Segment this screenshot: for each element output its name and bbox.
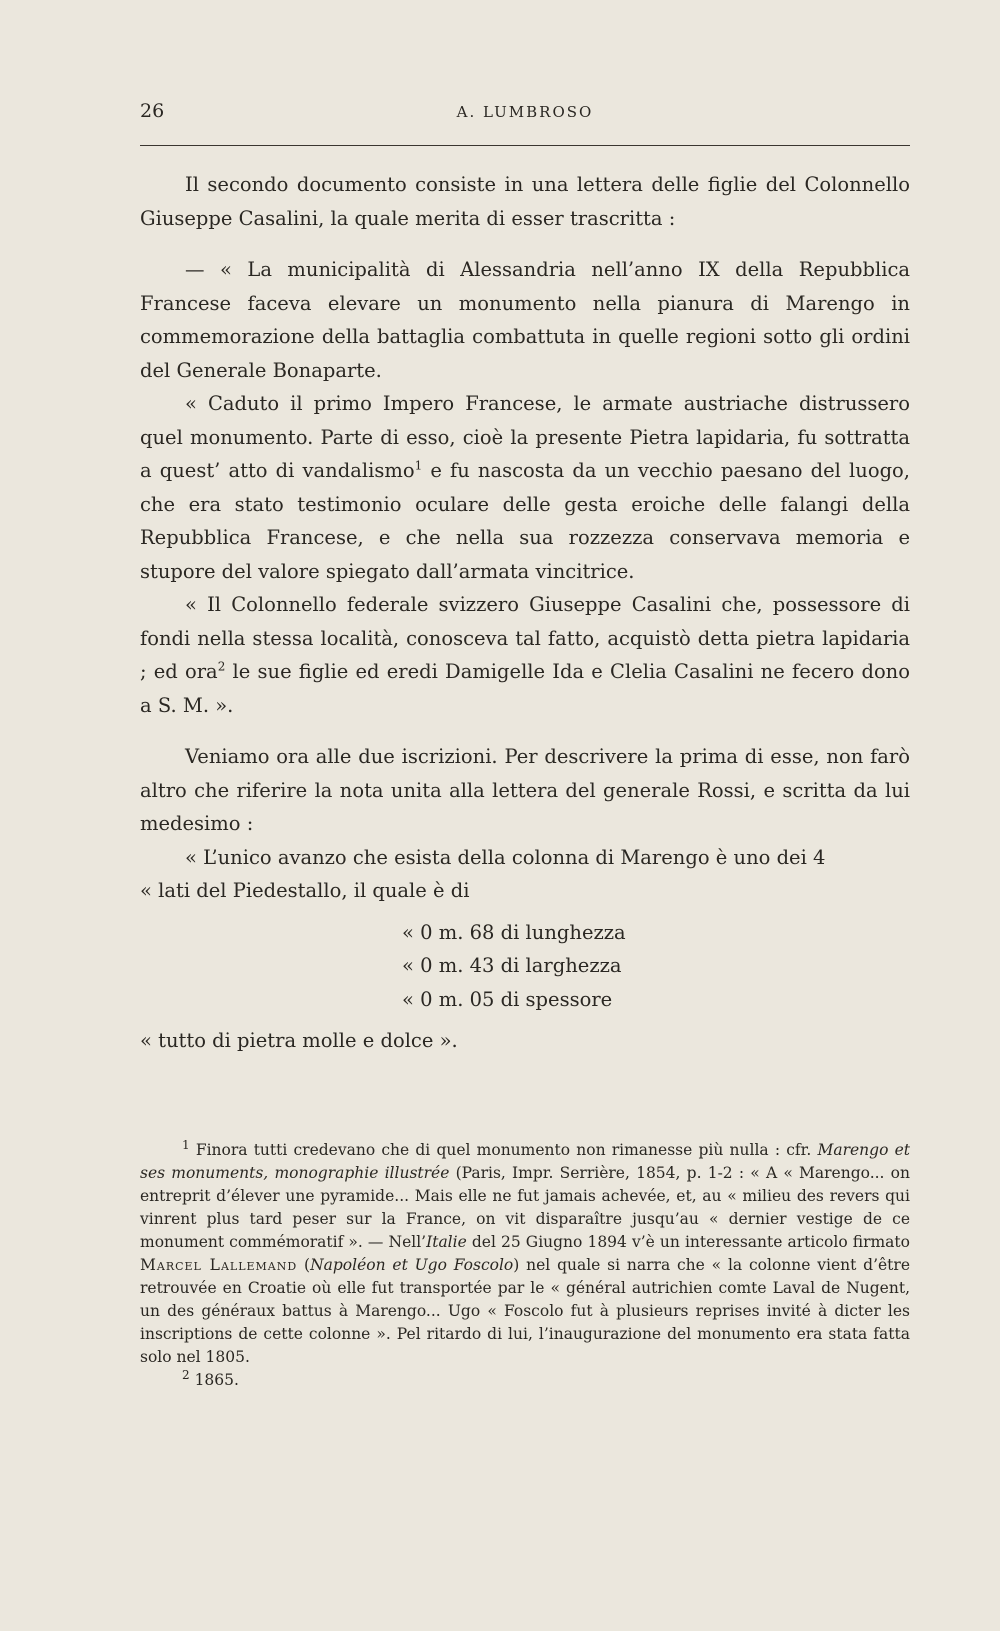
quote-gap bbox=[140, 1016, 910, 1024]
footnote-2 bbox=[140, 1369, 910, 1392]
dimension-thickness: « 0 m. 05 di spessore bbox=[402, 987, 613, 1011]
dimensions-list bbox=[140, 916, 910, 1017]
footnote-2-text: 1865. bbox=[189, 1371, 239, 1389]
footnote-1-text-a: Finora tutti credevano che di quel monumento non rimanesse più nulla : cfr. bbox=[195, 1141, 818, 1159]
footnote-1-text-b: (Paris, Impr. Serrière, 1854, p. 1-2 : « A « Marengo... on entreprit d’élever une pyramide... Mais elle ne fut jamais achevée, et, au « milieu des revers qui vinrent plus tard peser sur la France, on vit disparaître jusqu’au « dernier vestige de ce monument commémoratif ». — Nell’ bbox=[140, 1164, 910, 1251]
footnote-1-text-c: del 25 Giugno 1894 v’è un interessante articolo firmato bbox=[466, 1233, 910, 1251]
footnotes bbox=[140, 1139, 910, 1392]
paragraph-inscriptions: Veniamo ora alle due iscrizioni. Per descrivere la prima di esse, non farò altro che riferire la nota unita alla lettera del generale Rossi, e scritta da lui medesimo : bbox=[140, 745, 910, 835]
quote-gap bbox=[140, 908, 910, 916]
footnote-1-author: Marcel Lallemand bbox=[140, 1256, 298, 1274]
running-head: A. LUMBROSO bbox=[456, 103, 594, 121]
page-number: 26 bbox=[140, 100, 165, 122]
footnote-ref-2: 2 bbox=[217, 659, 226, 674]
footnote-1-journal: Italie bbox=[426, 1233, 467, 1251]
paragraph-letter-3-b: le sue figlie ed eredi Damigelle Ida e Clelia Casalini ne fecero dono a S. M. ». bbox=[140, 660, 910, 717]
quote-line-3: « tutto di pietra molle e dolce ». bbox=[140, 1029, 458, 1052]
quote-line-2: « lati del Piedestallo, il quale è di bbox=[140, 879, 470, 902]
footnote-1-number: 1 bbox=[182, 1137, 190, 1152]
dimension-length: « 0 m. 68 di lunghezza bbox=[402, 920, 626, 944]
footnote-1-text-d: ( bbox=[297, 1256, 311, 1274]
paragraph-intro: Il secondo documento consiste in una lettera delle figlie del Colonnello Giuseppe Casalini, la quale merita di esser trascritta : bbox=[140, 173, 910, 230]
footnote-ref-1: 1 bbox=[414, 458, 423, 473]
paragraph-letter-3 bbox=[140, 588, 910, 722]
dimension-width: « 0 m. 43 di larghezza bbox=[402, 954, 622, 977]
paragraph-letter-1: — « La municipalità di Alessandria nell’anno IX della Repubblica Francese faceva elevare un monumento nella pianura di Marengo in commemorazione della battaglia combattuta in quelle regioni sotto gli ordini del Generale Bonaparte. bbox=[140, 258, 910, 382]
page-header bbox=[140, 100, 910, 130]
paragraph-letter-2-a: « Caduto il primo Impero Francese, le armate austriache distrussero quel monumento. Parte di esso, cioè la presente Pietra lapidaria, fu sottratta a quest’ atto di vandalismo bbox=[140, 392, 910, 482]
paragraph-gap bbox=[140, 235, 910, 253]
paragraph-letter-2 bbox=[140, 387, 910, 588]
paragraph-letter-3-a: « Il Colonnello federale svizzero Giuseppe Casalini che, possessore di fondi nella stessa località, conosceva tal fatto, acquistò detta pietra lapidaria ; ed ora bbox=[140, 593, 910, 683]
quote-line-1: « L’unico avanzo che esista della colonna di Marengo è uno dei 4 bbox=[185, 845, 826, 869]
footnote-1-book-title: Marengo et ses monuments, monographie illustrée bbox=[140, 1141, 910, 1182]
footnote-1 bbox=[140, 1139, 910, 1369]
main-text bbox=[140, 168, 910, 1058]
footnote-1-article: Napoléon et Ugo Foscolo bbox=[310, 1256, 514, 1274]
header-rule bbox=[140, 145, 910, 146]
footnote-2-number: 2 bbox=[182, 1367, 190, 1382]
paragraph-gap bbox=[140, 722, 910, 740]
footnote-1-text-e: ) nel quale si narra che « la colonne vient d’être retrouvée en Croatie où elle fut transportée par le « général autrichien comte Laval de Nugent, un des généraux battus à Marengo... Ugo « Foscolo fut à plusieurs reprises invité à dicter les inscriptions de cette colonne ». Pel ritardo di lui, l’inaugurazione del monumento era stata fatta solo nel 1805. bbox=[140, 1256, 910, 1366]
paragraph-letter-2-b: e fu nascosta da un vecchio paesano del luogo, che era stato testimonio oculare delle gesta eroiche delle falangi della Repubblica Francese, e che nella sua rozzezza conservava memoria e stupore del valore spiegato dall’armata vincitrice. bbox=[140, 459, 910, 583]
